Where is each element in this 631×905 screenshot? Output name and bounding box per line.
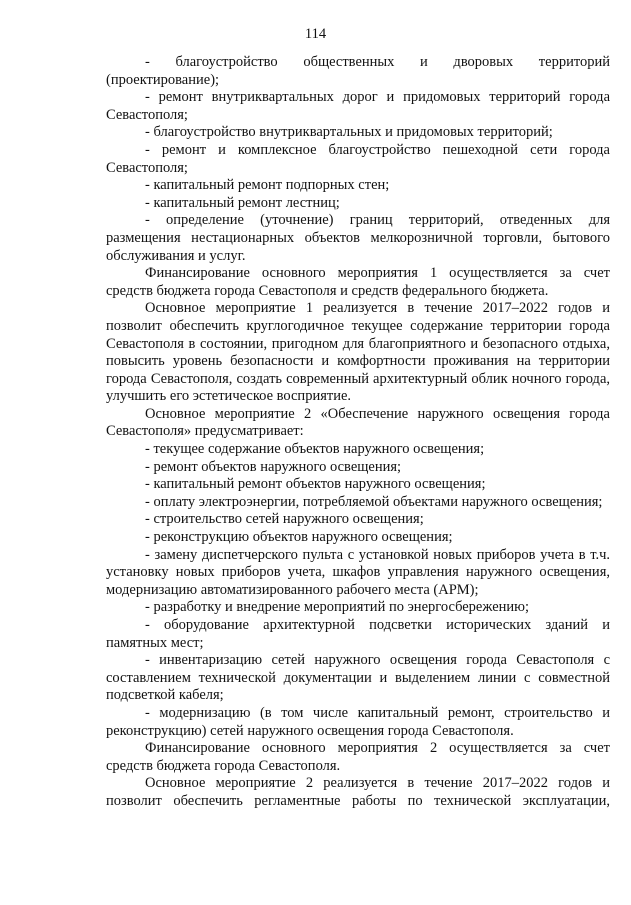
paragraph: - капитальный ремонт подпорных стен; (145, 177, 390, 194)
paragraph: Основное мероприятие 1 реализуется в течение 2017–2022 годов и позволит обеспечить круглогодичное текущее содержание территории города Севастополя в состоянии, пригодном для благоприятного и безопасного отдыха, повысить уровень безопасности и комфортности проживания на территории города Севастополя, создать современный архитектурный облик ночного города, улучшить его эстетическое восприятие. (106, 300, 610, 405)
paragraph: - оплату электроэнергии, потребляемой объектами наружного освещения; (145, 493, 603, 510)
paragraph: - ремонт внутриквартальных дорог и придомовых территорий города Севастополя; (106, 89, 610, 123)
paragraph: - капитальный ремонт лестниц; (145, 194, 340, 211)
paragraph: - модернизацию (в том числе капитальный ремонт, строительство и реконструкцию) сетей наружного освещения города Севастополя. (106, 704, 610, 739)
paragraph: - строительство сетей наружного освещения; (145, 511, 424, 528)
document-body (106, 54, 610, 811)
paragraph: - реконструкцию объектов наружного освещения; (145, 529, 453, 546)
paragraph: - замену диспетчерского пульта с установкой новых приборов учета в т.ч. установку новых приборов учета, шкафов управления наружного освещения, модернизацию автоматизированного рабочего места (АРМ); (106, 546, 610, 598)
paragraph: - ремонт и комплексное благоустройство пешеходной сети города Севастополя; (106, 141, 610, 176)
paragraph: - благоустройство общественных и дворовых территорий (проектирование); (106, 54, 610, 88)
paragraph: Основное мероприятие 2 реализуется в течение 2017–2022 годов и позволит обеспечить регламентные работы по технической эксплуатации, (106, 775, 610, 809)
paragraph: - благоустройство внутриквартальных и придомовых территорий; (145, 124, 553, 141)
paragraph: - определение (уточнение) границ территорий, отведенных для размещения нестационарных объектов мелкорозничной торговли, бытового обслуживания и услуг. (106, 212, 610, 264)
paragraph: - капитальный ремонт объектов наружного освещения; (145, 476, 486, 493)
paragraph: Финансирование основного мероприятия 2 осуществляется за счет средств бюджета города Севастополя. (106, 740, 610, 774)
paragraph: Основное мероприятие 2 «Обеспечение наружного освещения города Севастополя» предусматривает: (106, 405, 610, 440)
paragraph: Финансирование основного мероприятия 1 осуществляется за счет средств бюджета города Севастополя и средств федерального бюджета. (106, 265, 610, 299)
paragraph: - оборудование архитектурной подсветки исторических зданий и памятных мест; (106, 617, 610, 651)
paragraph: - разработку и внедрение мероприятий по энергосбережению; (145, 599, 530, 616)
paragraph: - текущее содержание объектов наружного освещения; (145, 441, 485, 458)
paragraph: - инвентаризацию сетей наружного освещения города Севастополя с составлением технической документации и выделением линии с совместной подсветкой кабеля; (106, 652, 610, 704)
page-number: 114 (304, 26, 327, 42)
paragraph: - ремонт объектов наружного освещения; (145, 458, 402, 475)
